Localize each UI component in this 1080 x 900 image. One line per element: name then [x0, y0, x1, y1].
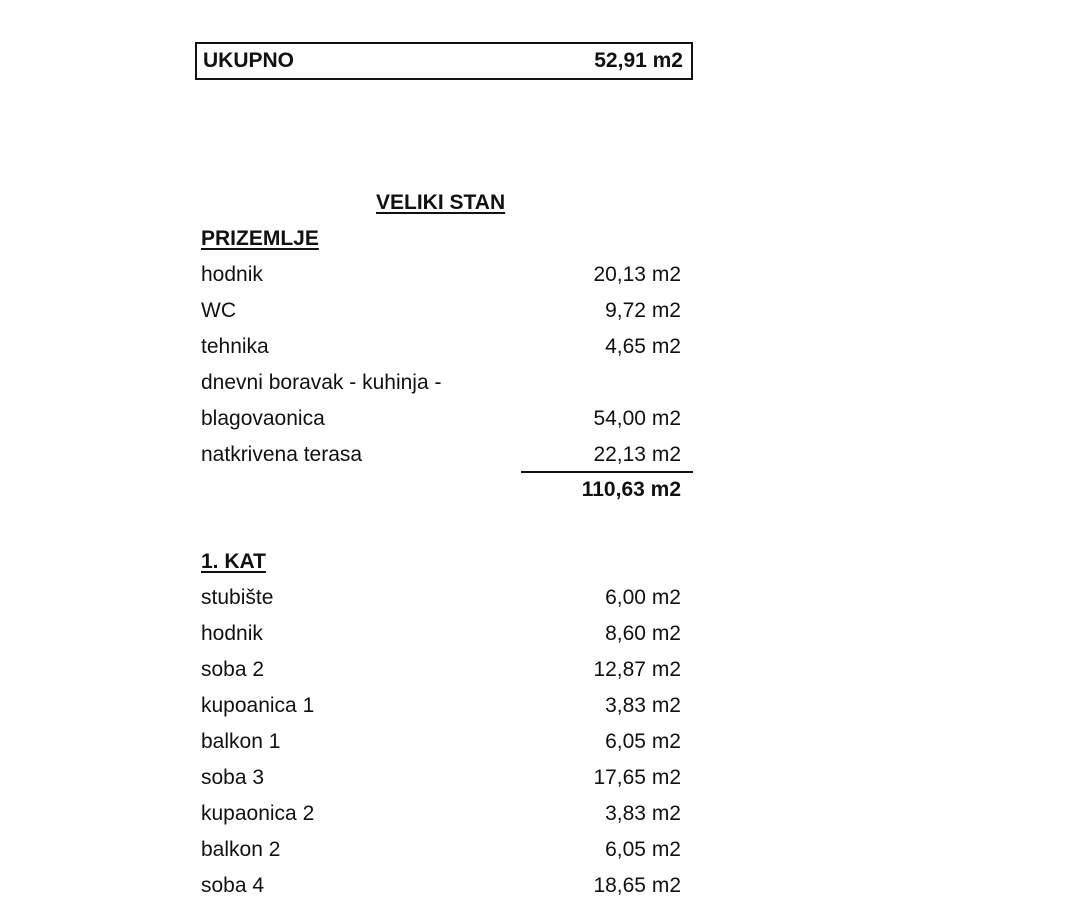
- room-area: 17,65 m2: [593, 766, 681, 789]
- room-label: soba 2: [201, 658, 265, 681]
- first-floor-heading: 1. KAT: [201, 550, 266, 573]
- section-title: VELIKI STAN: [376, 191, 506, 214]
- room-label: tehnika: [201, 335, 269, 358]
- room-label: hodnik: [201, 622, 263, 645]
- total-label: UKUPNO: [203, 49, 295, 72]
- room-area: 8,60 m2: [605, 622, 681, 645]
- room-label: balkon 1: [201, 730, 281, 753]
- room-label: soba 3: [201, 766, 265, 789]
- room-label: kupoanica 1: [201, 694, 315, 717]
- room-area: 54,00 m2: [593, 407, 681, 430]
- room-area: 9,72 m2: [605, 299, 681, 322]
- ground-floor-heading: PRIZEMLJE: [201, 227, 319, 250]
- room-label: hodnik: [201, 263, 263, 286]
- room-label: natkrivena terasa: [201, 443, 363, 466]
- room-label: dnevni boravak - kuhinja -: [201, 371, 442, 394]
- room-area: 18,65 m2: [593, 874, 681, 897]
- room-label: kupaonica 2: [201, 802, 315, 825]
- room-area: 6,05 m2: [605, 730, 681, 753]
- total-box: [195, 42, 693, 80]
- total-value: 52,91 m2: [594, 49, 683, 72]
- ground-floor-sum: 110,63 m2: [581, 478, 681, 501]
- room-label: stubište: [201, 586, 274, 609]
- sum-divider: [521, 471, 693, 473]
- room-label: soba 4: [201, 874, 265, 897]
- room-area: 6,00 m2: [605, 586, 681, 609]
- room-area: 6,05 m2: [605, 838, 681, 861]
- room-area: 20,13 m2: [593, 263, 681, 286]
- room-area: 4,65 m2: [605, 335, 681, 358]
- room-label: WC: [201, 299, 236, 322]
- room-label: balkon 2: [201, 838, 281, 861]
- room-label: blagovaonica: [201, 407, 325, 430]
- room-area: 3,83 m2: [605, 694, 681, 717]
- room-area: 12,87 m2: [593, 658, 681, 681]
- room-area: 22,13 m2: [593, 443, 681, 466]
- room-area: 3,83 m2: [605, 802, 681, 825]
